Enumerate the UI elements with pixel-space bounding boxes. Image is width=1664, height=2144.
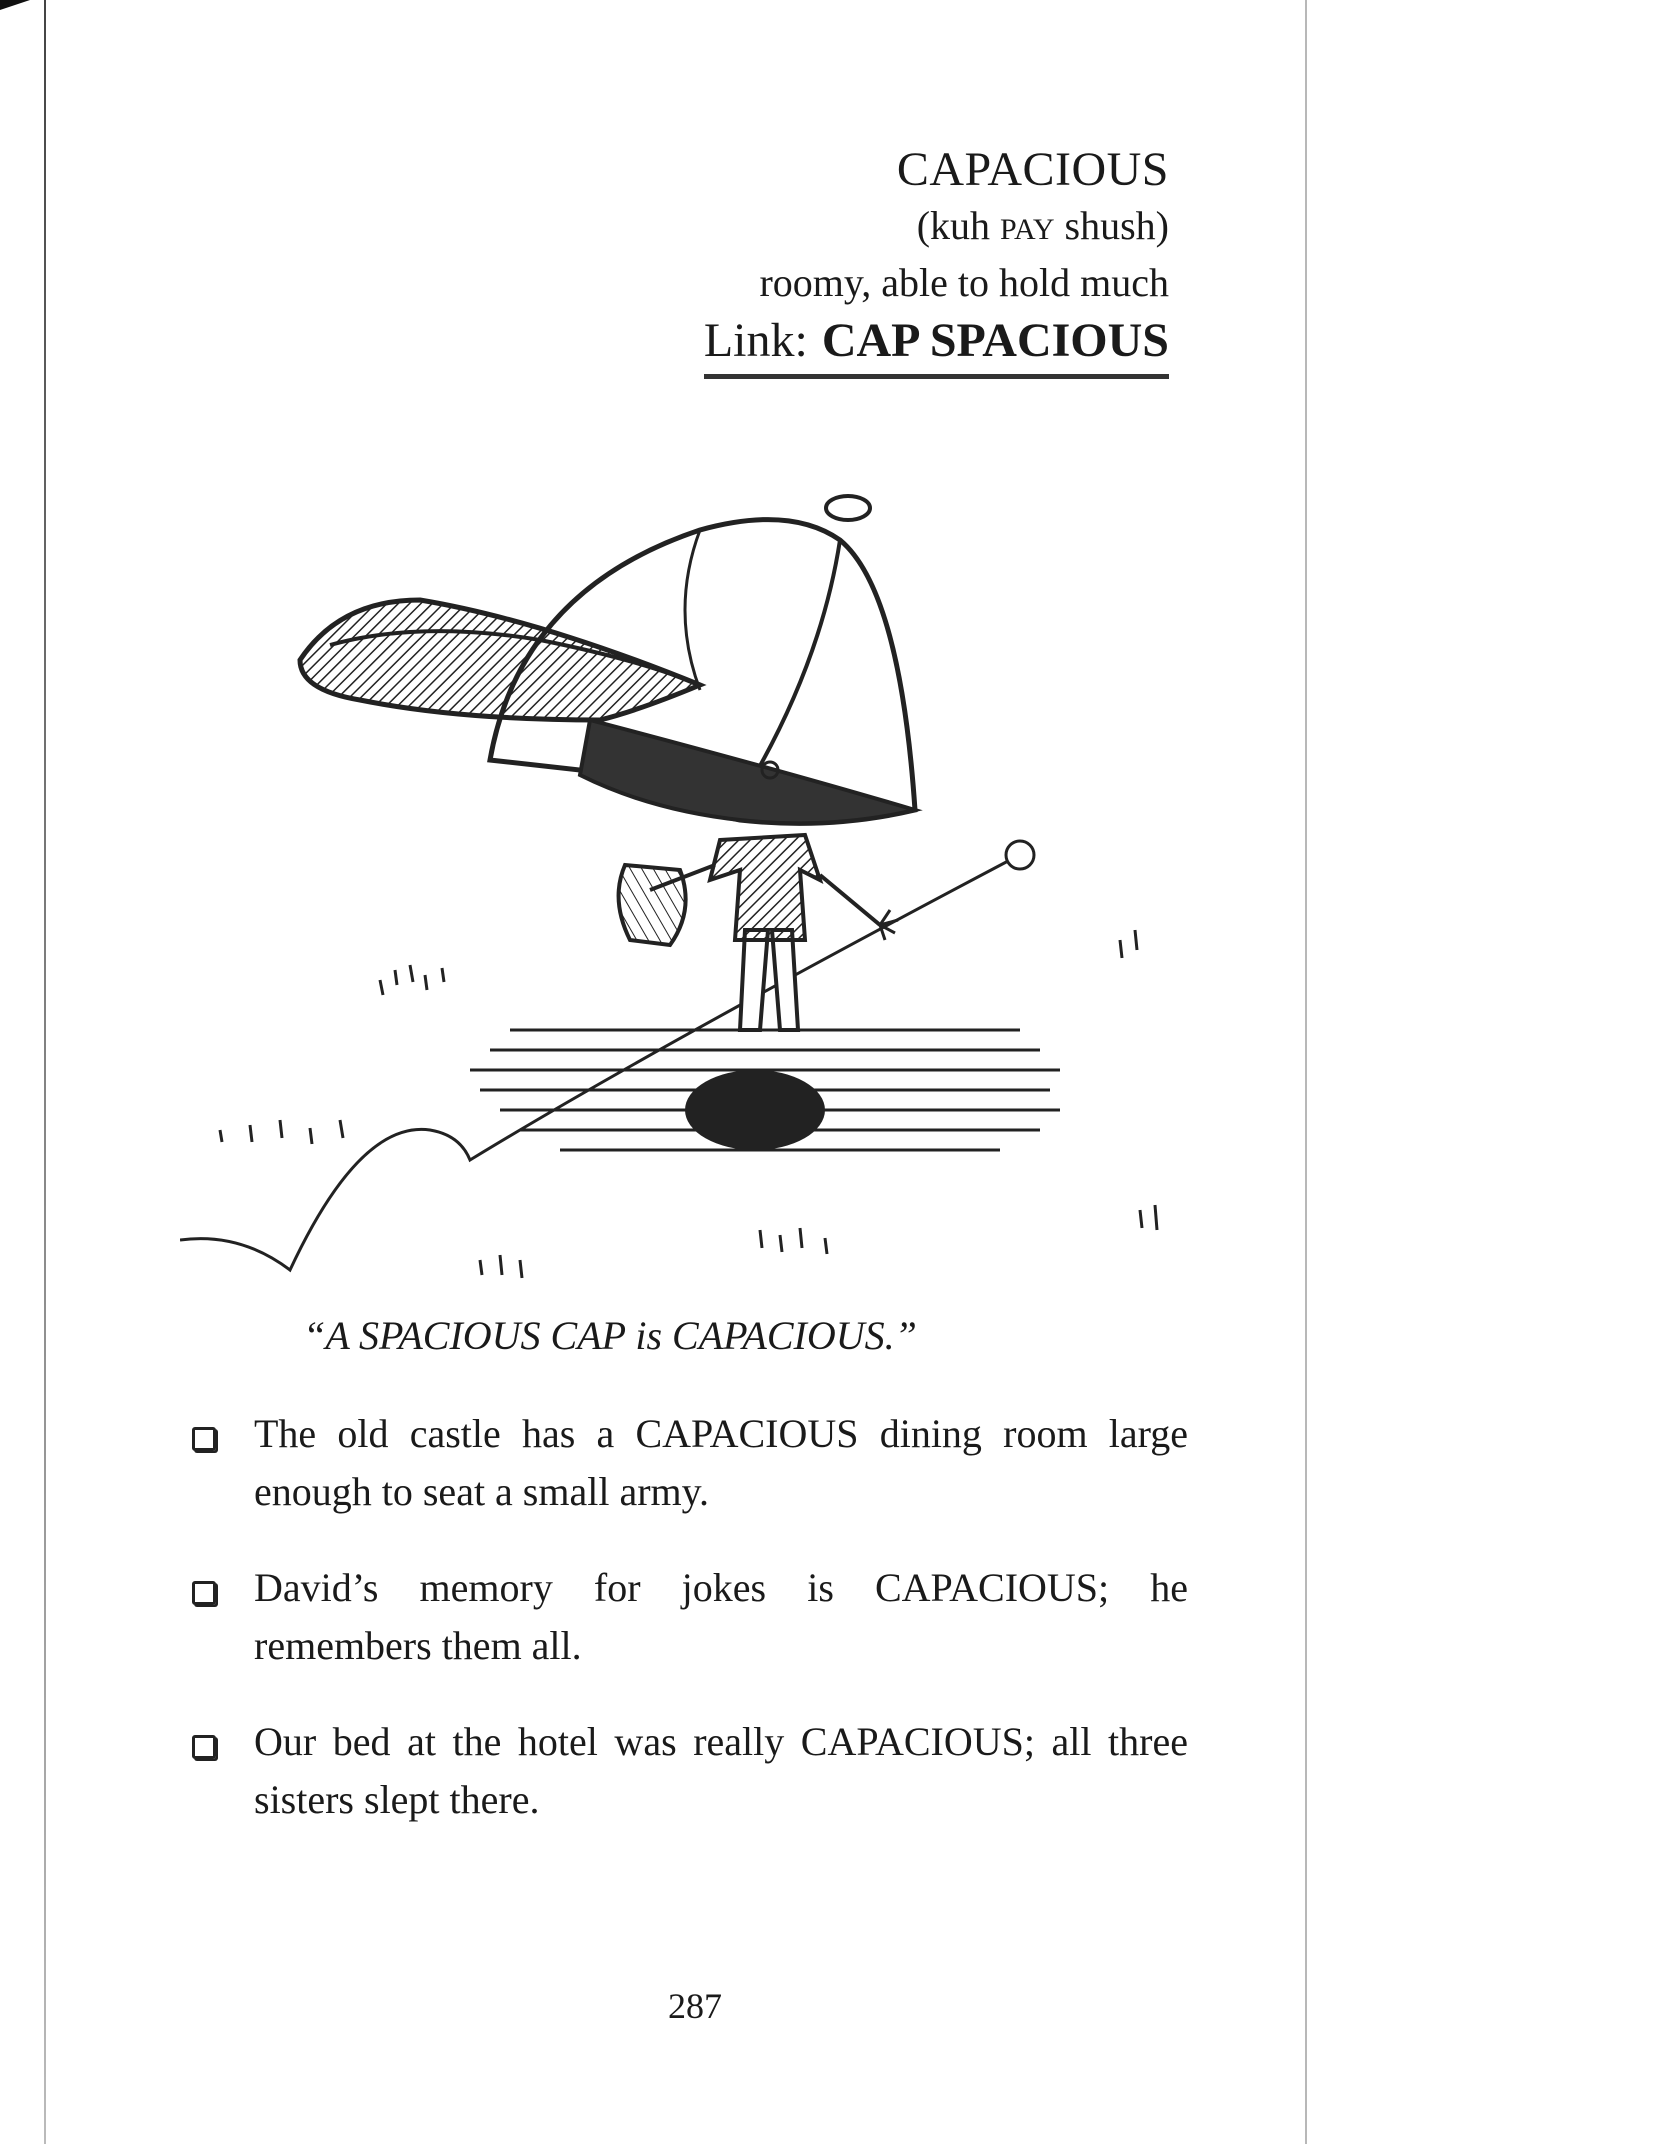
example-sentence xyxy=(188,1405,1188,1521)
checkbox-icon[interactable] xyxy=(192,1427,216,1451)
ball-path xyxy=(180,860,1010,1270)
definition: roomy, able to hold much xyxy=(759,260,1169,305)
pronunciation-end: shush) xyxy=(1054,203,1169,248)
example-text: David’s memory for jokes is CAPACIOUS; he remembers them all. xyxy=(254,1565,1188,1668)
baseball xyxy=(1006,841,1034,869)
page-number: 287 xyxy=(668,1986,722,2026)
boy-legs xyxy=(740,930,798,1030)
example-text: Our bed at the hotel was really CAPACIOUS; all three sisters slept there. xyxy=(254,1719,1188,1822)
headword: CAPACIOUS xyxy=(896,143,1169,196)
example-sentence xyxy=(188,1559,1188,1675)
checkbox-icon[interactable] xyxy=(192,1735,216,1759)
boy-shirt xyxy=(710,835,820,940)
illustration-caption: “A SPACIOUS CAP is CAPACIOUS.” xyxy=(303,1313,917,1358)
right-arm xyxy=(820,875,880,925)
cap-button xyxy=(826,496,870,520)
example-sentences xyxy=(188,1405,1188,1867)
page-binding-edge xyxy=(44,0,46,2144)
link-line xyxy=(704,310,1169,379)
page-corner-mark xyxy=(0,0,30,10)
pronunciation-stress: PAY xyxy=(1000,213,1055,246)
page-edge-right xyxy=(1305,0,1307,2144)
cap-illustration xyxy=(180,470,1180,1310)
link-word: CAP SPACIOUS xyxy=(821,314,1169,367)
baseball-glove xyxy=(619,865,686,945)
checkbox-icon[interactable] xyxy=(192,1581,216,1605)
dark-shadow xyxy=(685,1070,825,1150)
example-sentence xyxy=(188,1713,1188,1829)
pronunciation-start: (kuh xyxy=(916,203,1001,248)
link-label: Link: xyxy=(703,314,808,367)
pronunciation xyxy=(704,200,1169,256)
entry-header xyxy=(704,140,1169,379)
example-text: The old castle has a CAPACIOUS dining room large enough to seat a small army. xyxy=(254,1411,1188,1514)
